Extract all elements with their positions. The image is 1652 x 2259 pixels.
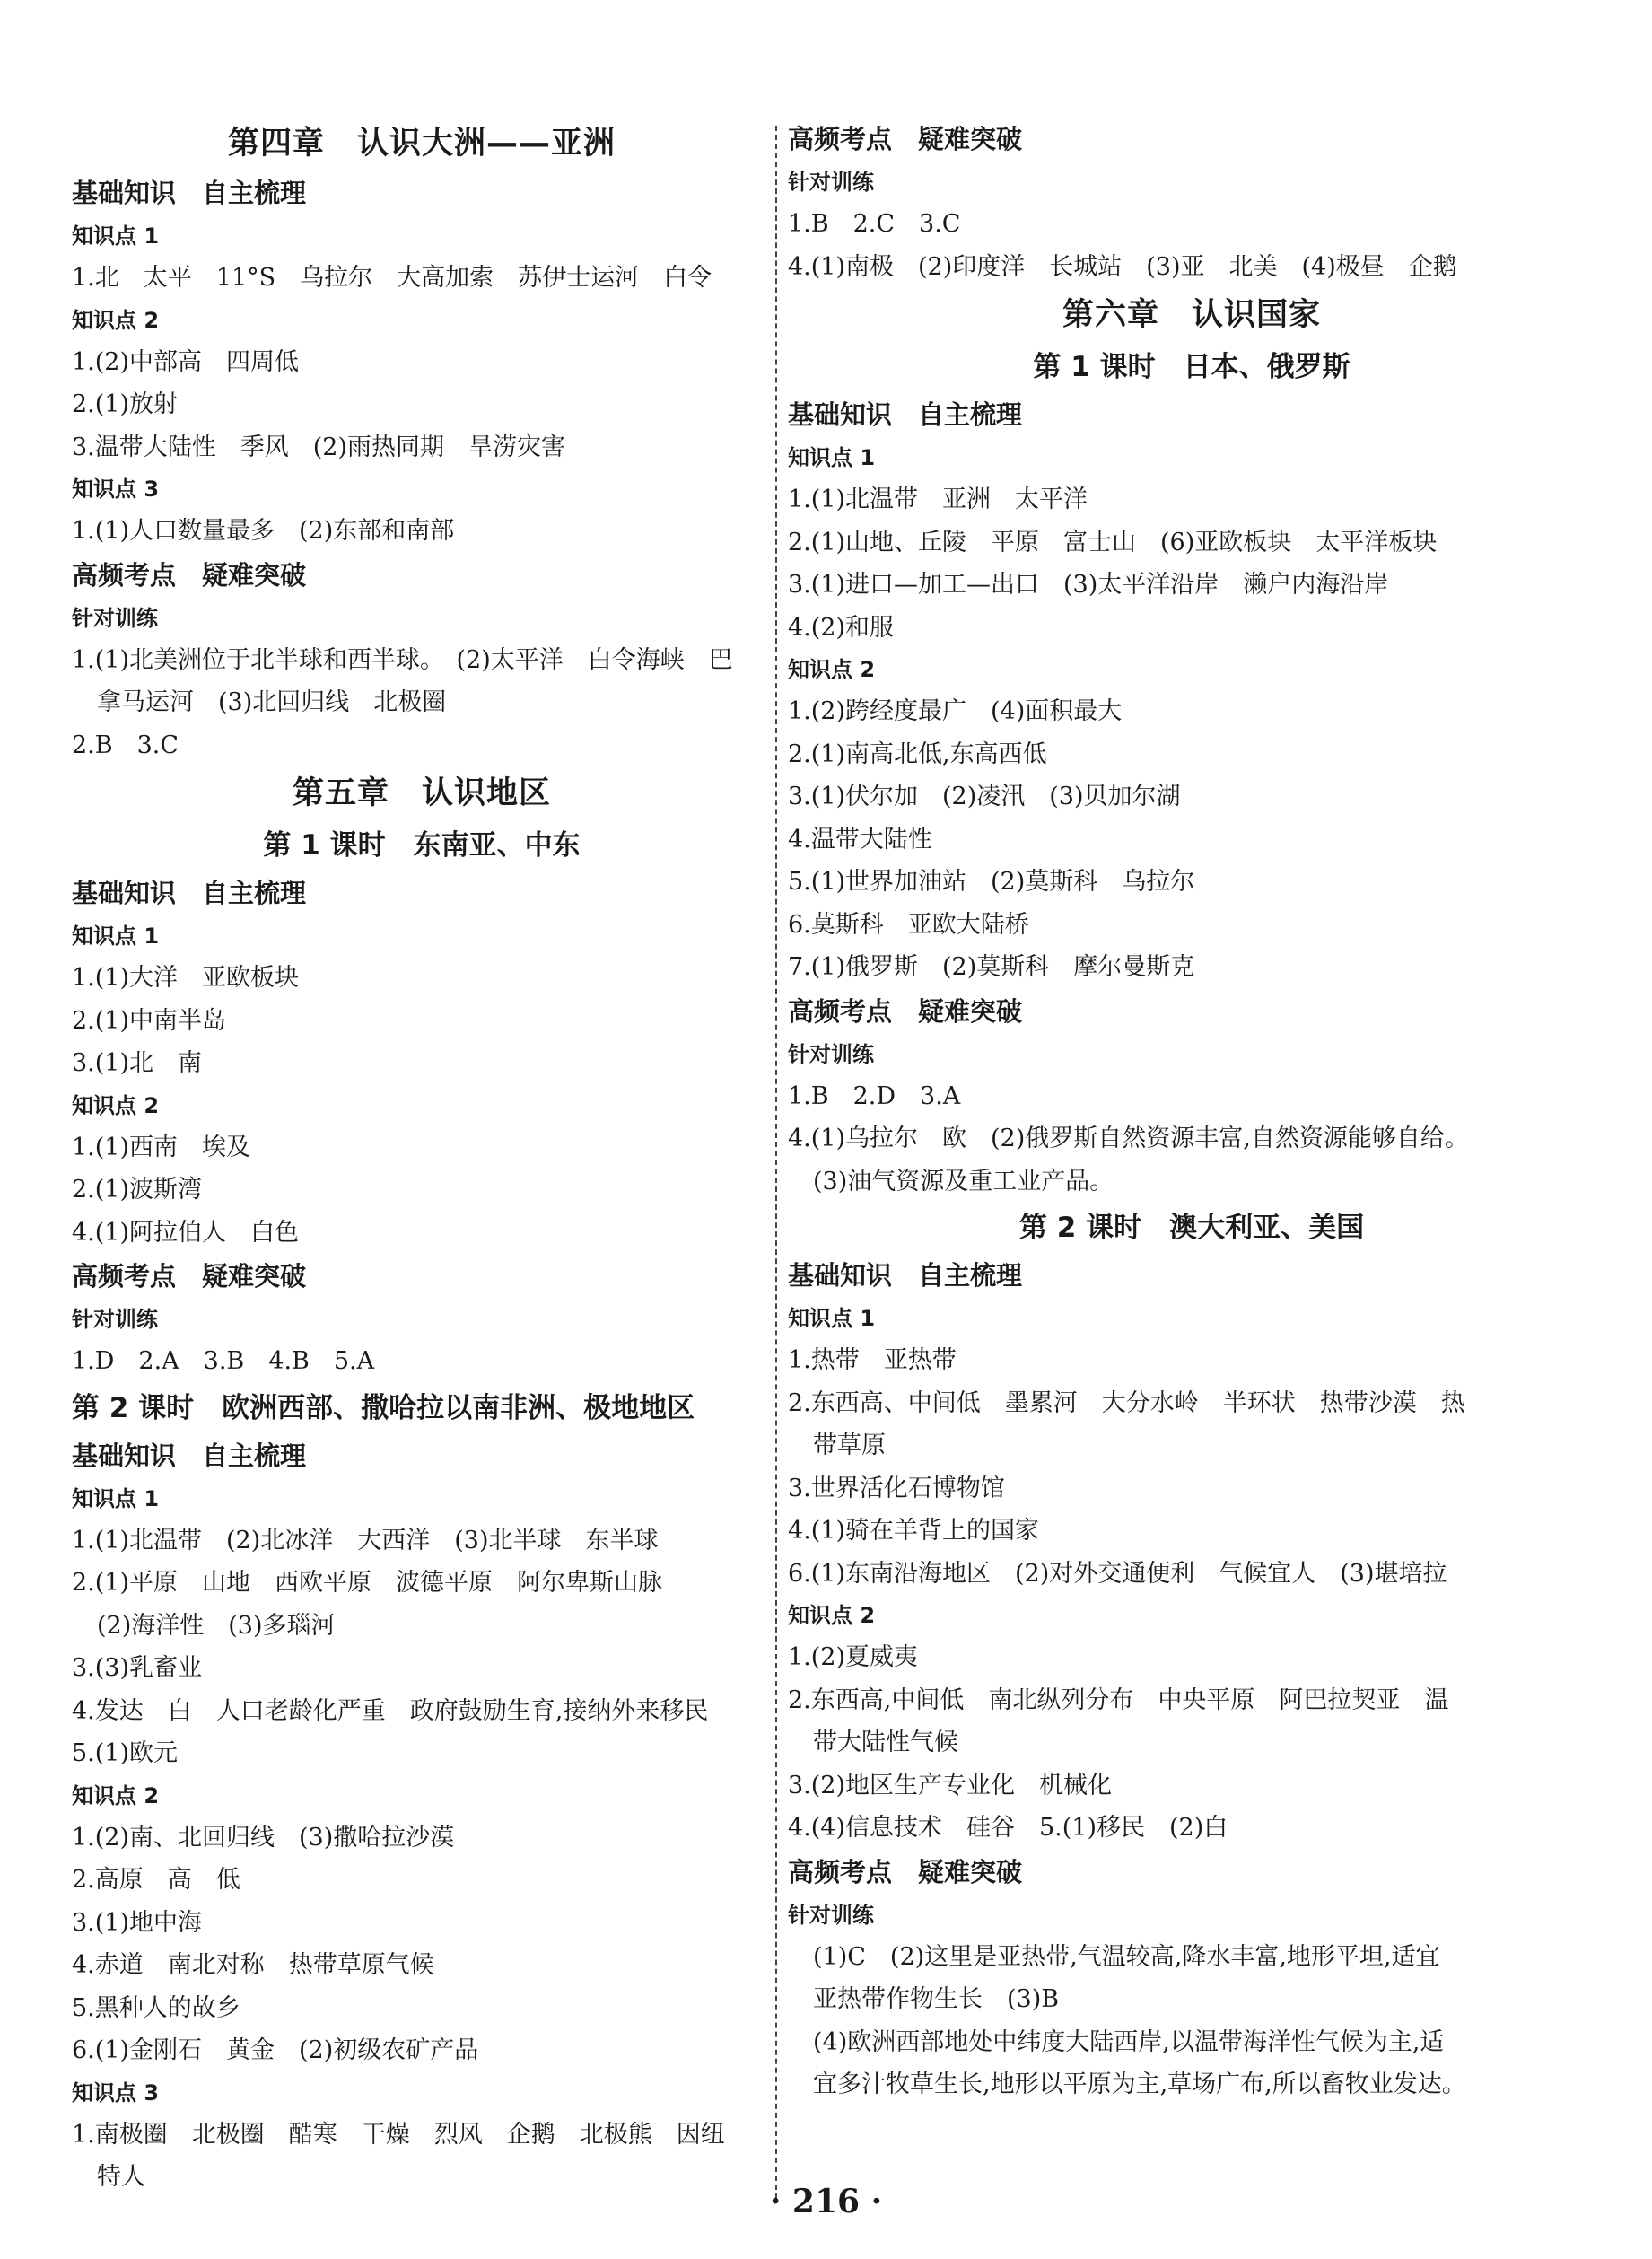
section-heading: 高频考点 疑难突破 bbox=[72, 559, 307, 591]
answer-line-continued: (3)油气资源及重工业产品。 bbox=[813, 1167, 1114, 1195]
subsection-heading: 知识点 2 bbox=[72, 1092, 160, 1118]
answer-line: 6.(1)东南沿海地区 (2)对外交通便利 气候宜人 (3)堪培拉 bbox=[788, 1559, 1447, 1588]
answer-line: 3.(3)乳畜业 bbox=[72, 1654, 203, 1682]
answer-line: 2.东西高,中间低 南北纵列分布 中央平原 阿巴拉契亚 温 bbox=[788, 1685, 1449, 1714]
answer-line: 1.(1)大洋 亚欧板块 bbox=[72, 964, 300, 992]
answer-line: 2.(1)波斯湾 bbox=[72, 1176, 203, 1204]
answer-line: 2.B 3.C bbox=[72, 731, 179, 759]
answer-line: 2.(1)放射 bbox=[72, 390, 179, 418]
chapter-title: 第四章 认识大洲——亚洲 bbox=[227, 126, 616, 162]
answer-line: 1.(2)跨经度最广 (4)面积最大 bbox=[788, 697, 1123, 725]
section-heading: 基础知识 自主梳理 bbox=[72, 178, 307, 208]
chapter-title: 第五章 认识地区 bbox=[292, 775, 551, 811]
answer-line: 4.(1)南极 (2)印度洋 长城站 (3)亚 北美 (4)极昼 企鹅 bbox=[788, 252, 1457, 281]
right-column bbox=[788, 117, 1595, 2106]
subsection-heading: 知识点 2 bbox=[72, 1782, 160, 1808]
answer-line: 6.(1)金刚石 黄金 (2)初级农矿产品 bbox=[72, 2036, 479, 2064]
answer-line: 1.(1)人口数量最多 (2)东部和南部 bbox=[72, 517, 455, 545]
answer-line: 2.(1)南高北低,东高西低 bbox=[788, 740, 1047, 768]
answer-line-continued: (2)海洋性 (3)多瑙河 bbox=[97, 1611, 336, 1640]
answer-line: 4.发达 白 人口老龄化严重 政府鼓励生育,接纳外来移民 bbox=[72, 1696, 709, 1725]
answer-line: 1.(2)南、北回归线 (3)撒哈拉沙漠 bbox=[72, 1823, 455, 1852]
answer-line: 2.(1)山地、丘陵 平原 富士山 (6)亚欧板块 太平洋板块 bbox=[788, 528, 1438, 556]
answer-line: 1.南极圈 北极圈 酷寒 干燥 烈风 企鹅 北极熊 因纽 bbox=[72, 2120, 725, 2149]
answer-line: 3.(1)地中海 bbox=[72, 1908, 203, 1937]
left-column bbox=[72, 117, 772, 2199]
answer-line: 6.莫斯科 亚欧大陆桥 bbox=[788, 910, 1029, 939]
column-divider bbox=[775, 126, 777, 2199]
subsection-heading: 针对训练 bbox=[788, 1902, 874, 1928]
answer-line: 1.B 2.D 3.A bbox=[788, 1081, 961, 1110]
section-heading: 基础知识 自主梳理 bbox=[72, 1440, 307, 1471]
answer-line: 1.B 2.C 3.C bbox=[788, 210, 961, 238]
answer-line: 2.(1)平原 山地 西欧平原 波德平原 阿尔卑斯山脉 bbox=[72, 1569, 663, 1597]
answer-line: 4.(2)和服 bbox=[788, 613, 895, 642]
lesson-title: 第 2 课时 欧洲西部、撒哈拉以南非洲、极地地区 bbox=[72, 1391, 695, 1424]
lesson-title: 第 1 课时 日本、俄罗斯 bbox=[1033, 351, 1350, 383]
answer-line: 4.(1)乌拉尔 欧 (2)俄罗斯自然资源丰富,自然资源能够自给。 bbox=[788, 1125, 1469, 1152]
answer-line: 3.(2)地区生产专业化 机械化 bbox=[788, 1771, 1113, 1799]
answer-line: 2.(1)中南半岛 bbox=[72, 1006, 227, 1035]
section-heading: 基础知识 自主梳理 bbox=[788, 399, 1023, 430]
answer-line: 3.世界活化石博物馆 bbox=[788, 1474, 1005, 1502]
answer-line-continued: 特人 bbox=[97, 2163, 145, 2191]
answer-line: 1.(1)北温带 亚洲 太平洋 bbox=[788, 486, 1088, 513]
answer-line: 5.黑种人的故乡 bbox=[72, 1993, 240, 2022]
answer-line: 2.高原 高 低 bbox=[72, 1866, 240, 1894]
answer-line-continued: 宜多汁牧草生长,地形以平原为主,草场广布,所以畜牧业发达。 bbox=[813, 2071, 1466, 2098]
subsection-heading: 针对训练 bbox=[788, 1041, 874, 1067]
subsection-heading: 针对训练 bbox=[72, 1307, 158, 1332]
subsection-heading: 知识点 1 bbox=[788, 445, 876, 470]
lesson-title: 第 1 课时 东南亚、中东 bbox=[263, 829, 581, 862]
section-heading: 基础知识 自主梳理 bbox=[788, 1260, 1023, 1291]
answer-line: 4.(1)阿拉伯人 白色 bbox=[72, 1218, 300, 1247]
answer-line: 1.北 太平 11°S 乌拉尔 大高加索 苏伊士运河 白令 bbox=[72, 264, 712, 292]
section-heading: 高频考点 疑难突破 bbox=[788, 1856, 1023, 1887]
answer-line: 2.东西高、中间低 墨累河 大分水岭 半环状 热带沙漠 热 bbox=[788, 1388, 1465, 1417]
subsection-heading: 知识点 1 bbox=[72, 1485, 160, 1511]
answer-line: 1.D 2.A 3.B 4.B 5.A bbox=[72, 1347, 375, 1375]
subsection-heading: 知识点 2 bbox=[788, 1603, 876, 1628]
subsection-heading: 知识点 2 bbox=[72, 307, 160, 333]
answer-line: 1.(1)北美洲位于北半球和西半球。 (2)太平洋 白令海峡 巴 bbox=[72, 645, 733, 674]
subsection-heading: 知识点 3 bbox=[72, 2080, 160, 2106]
answer-line-continued: 带大陆性气候 bbox=[813, 1729, 958, 1756]
page-number: · 216 · bbox=[769, 2183, 883, 2220]
subsection-heading: 针对训练 bbox=[788, 170, 874, 195]
answer-line: 4.(4)信息技术 硅谷 5.(1)移民 (2)白 bbox=[788, 1814, 1228, 1842]
answer-line: 1.(2)夏威夷 bbox=[788, 1643, 919, 1671]
subsection-heading: 知识点 2 bbox=[788, 657, 876, 682]
answer-line: 4.温带大陆性 bbox=[788, 825, 932, 854]
answer-line: 4.(1)骑在羊背上的国家 bbox=[788, 1517, 1040, 1545]
answer-line: 1.热带 亚热带 bbox=[788, 1346, 957, 1374]
section-heading: 基础知识 自主梳理 bbox=[72, 878, 307, 908]
answer-line-continued: 亚热带作物生长 (3)B bbox=[813, 1985, 1060, 2013]
answer-line: 4.赤道 南北对称 热带草原气候 bbox=[72, 1951, 434, 1979]
answer-line: 1.(1)西南 埃及 bbox=[72, 1133, 251, 1161]
answer-line: 1.(2)中部高 四周低 bbox=[72, 347, 300, 376]
subsection-heading: 针对训练 bbox=[72, 605, 158, 631]
answer-line: 5.(1)欧元 bbox=[72, 1739, 179, 1767]
answer-line: 1.(1)北温带 (2)北冰洋 大西洋 (3)北半球 东半球 bbox=[72, 1526, 659, 1554]
answer-line: 3.(1)进口—加工—出口 (3)太平洋沿岸 濑户内海沿岸 bbox=[788, 571, 1389, 599]
answer-line: 5.(1)世界加油站 (2)莫斯科 乌拉尔 bbox=[788, 868, 1195, 896]
answer-line: 7.(1)俄罗斯 (2)莫斯科 摩尔曼斯克 bbox=[788, 953, 1195, 981]
answer-line-continued: (1)C (2)这里是亚热带,气温较高,降水丰富,地形平坦,适宜 bbox=[813, 1942, 1440, 1971]
section-heading: 高频考点 疑难突破 bbox=[72, 1261, 307, 1291]
answer-line: 3.(1)北 南 bbox=[72, 1049, 203, 1077]
lesson-title: 第 2 课时 澳大利亚、美国 bbox=[1018, 1212, 1365, 1244]
subsection-heading: 知识点 1 bbox=[72, 223, 160, 249]
section-heading: 高频考点 疑难突破 bbox=[788, 124, 1023, 154]
chapter-title: 第六章 认识国家 bbox=[1062, 297, 1321, 333]
answer-line: 3.(1)伏尔加 (2)凌汛 (3)贝加尔湖 bbox=[788, 783, 1181, 810]
answer-line-continued: (4)欧洲西部地处中纬度大陆西岸,以温带海洋性气候为主,适 bbox=[813, 2027, 1445, 2056]
answer-line: 3.温带大陆性 季风 (2)雨热同期 旱涝灾害 bbox=[72, 433, 566, 461]
subsection-heading: 知识点 3 bbox=[72, 477, 160, 502]
section-heading: 高频考点 疑难突破 bbox=[788, 995, 1023, 1027]
answer-line-continued: 带草原 bbox=[813, 1432, 886, 1459]
subsection-heading: 知识点 1 bbox=[788, 1306, 876, 1331]
answer-line-continued: 拿马运河 (3)北回归线 北极圈 bbox=[97, 688, 447, 716]
subsection-heading: 知识点 1 bbox=[72, 924, 160, 949]
